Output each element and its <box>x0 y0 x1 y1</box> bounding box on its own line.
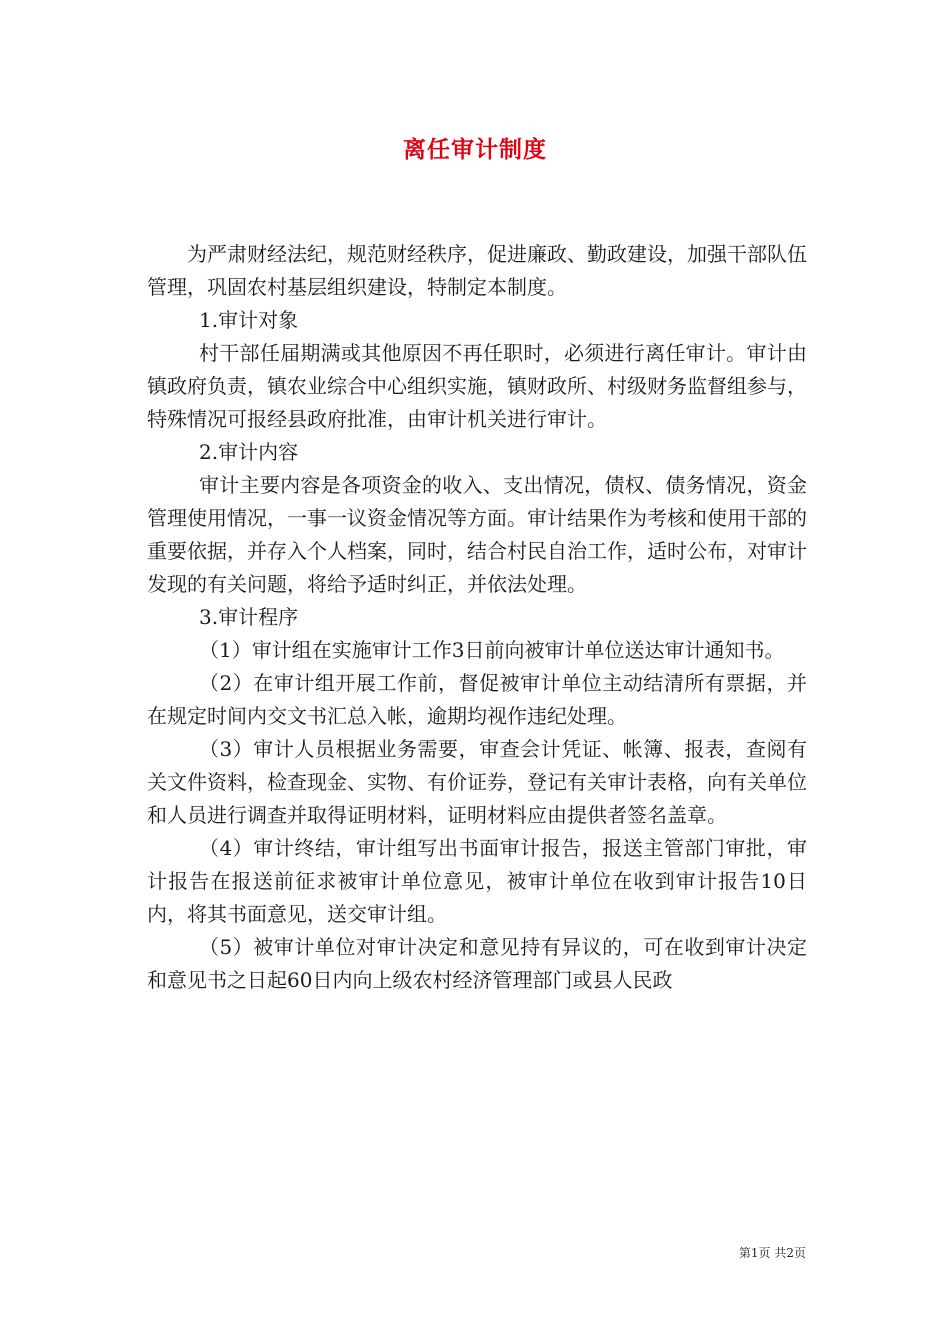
paragraph-procedure-5: （5）被审计单位对审计决定和意见持有异议的，可在收到审计决定和意见书之日起60日内向上级农村经济管理部门或县人民政 <box>147 935 807 992</box>
paragraph-audit-content: 审计主要内容是各项资金的收入、支出情况，债权、债务情况，资金管理使用情况，一事一议资金情况等方面。审计结果作为考核和使用干部的重要依据，并存入个人档案，同时，结合村民自治工作，适时公布，对审计发现的有关问题，将给予适时纠正，并依法处理。 <box>147 473 807 596</box>
paragraph-procedure-2: （2）在审计组开展工作前，督促被审计单位主动结清所有票据，并在规定时间内交文书汇总入帐，逾期均视作违纪处理。 <box>147 671 807 728</box>
paragraph-procedure-3: （3）审计人员根据业务需要，审查会计凭证、帐簿、报表，查阅有关文件资料，检查现金、实物、有价证券，登记有关审计表格，向有关单位和人员进行调查并取得证明材料，证明材料应由提供者签名盖章。 <box>147 737 807 827</box>
section-heading-audit-target: 1.审计对象 <box>199 308 299 332</box>
section-heading-audit-procedure: 3.审计程序 <box>199 605 299 629</box>
document-body <box>147 238 807 997</box>
paragraph-audit-target: 村干部任届期满或其他原因不再任职时，必须进行离任审计。审计由镇政府负责，镇农业综合中心组织实施，镇财政所、村级财务监督组参与，特殊情况可报经县政府批准，由审计机关进行审计。 <box>147 341 807 431</box>
document-title: 离任审计制度 <box>403 136 547 163</box>
paragraph-intro: 为严肃财经法纪，规范财经秩序，促进廉政、勤政建设，加强干部队伍管理，巩固农村基层组织建设，特制定本制度。 <box>147 242 807 299</box>
page-number-footer: 第1页 共2页 <box>738 1246 806 1260</box>
paragraph-procedure-1: （1）审计组在实施审计工作3日前向被审计单位送达审计通知书。 <box>199 638 785 662</box>
section-heading-audit-content: 2.审计内容 <box>199 440 299 464</box>
paragraph-procedure-4: （4）审计终结，审计组写出书面审计报告，报送主管部门审批，审计报告在报送前征求被审计单位意见，被审计单位在收到审计报告10日内，将其书面意见，送交审计组。 <box>147 836 807 926</box>
